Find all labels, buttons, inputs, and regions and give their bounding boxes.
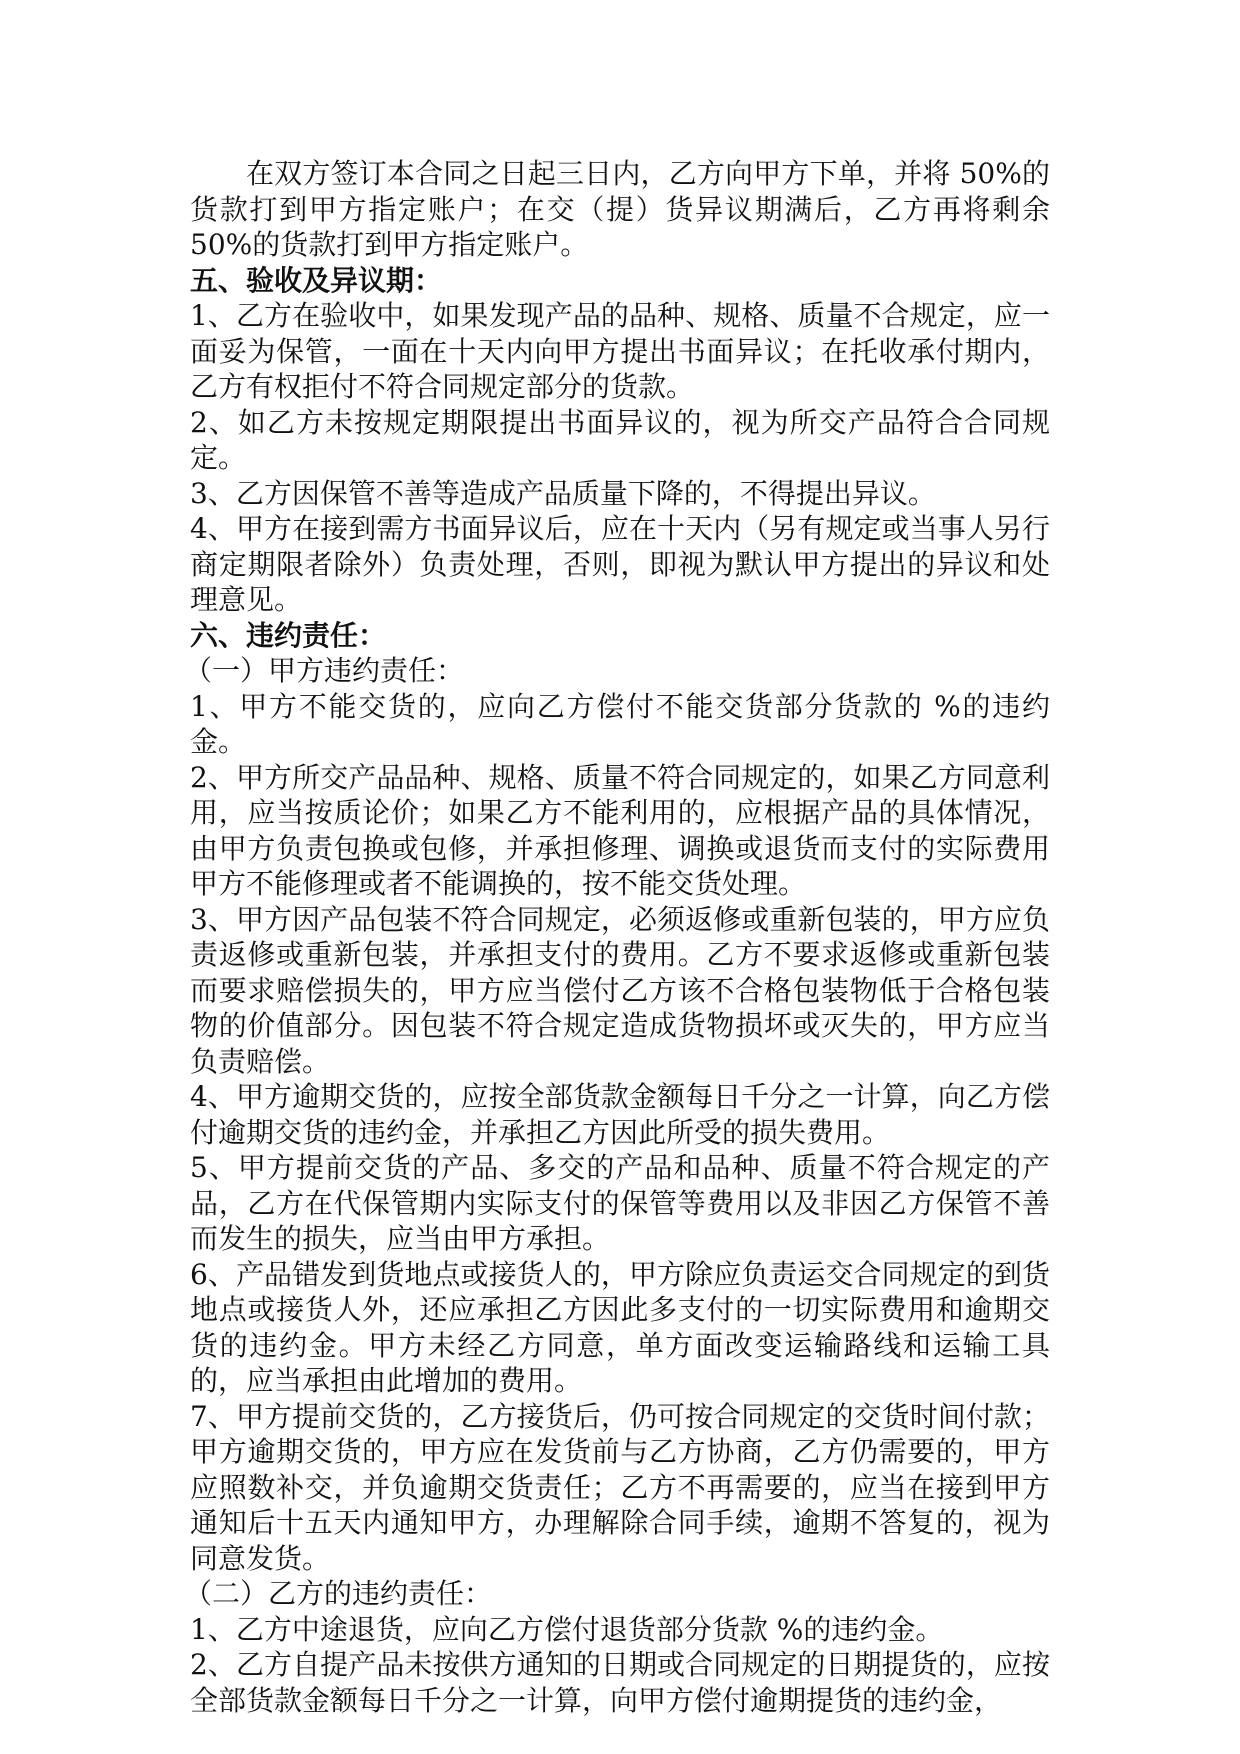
clause-paragraph: 3、乙方因保管不善等造成产品质量下降的，不得提出异议。 <box>190 476 936 510</box>
clause-paragraph: 1、甲方不能交货的，应向乙方偿付不能交货部分货款的 %的违约金。 <box>190 689 1050 758</box>
subheading-party-a: （一）甲方违约责任： <box>184 654 465 687</box>
contract-page <box>184 156 1050 1718</box>
clause-paragraph: 5、甲方提前交货的产品、多交的产品和品种、质量不符合规定的产品，乙方在代保管期内实际支付的保管等费用以及非因乙方保管不善而发生的损失，应当由甲方承担。 <box>190 1151 1050 1255</box>
section-heading-liability: 六、违约责任： <box>190 618 387 652</box>
clause-paragraph: 7、甲方提前交货的，乙方接货后，仍可按合同规定的交货时间付款；甲方逾期交货的，甲方应在发货前与乙方协商，乙方仍需要的，甲方应照数补交，并负逾期交货责任；乙方不再需要的，应当在接到甲方通知后十五天内通知甲方，办理解除合同手续，逾期不答复的，视为同意发货。 <box>190 1399 1050 1575</box>
clause-paragraph: 2、甲方所交产品品种、规格、质量不符合同规定的，如果乙方同意利用，应当按质论价；如果乙方不能利用的，应根据产品的具体情况，由甲方负责包换或包修，并承担修理、调换或退货而支付的实际费用甲方不能修理或者不能调换的，按不能交货处理。 <box>190 760 1050 900</box>
clause-paragraph: 2、乙方自提产品未按供方通知的日期或合同规定的日期提货的，应按全部货款金额每日千分之一计算，向甲方偿付逾期提货的违约金， <box>190 1648 1050 1717</box>
clause-paragraph: 3、甲方因产品包装不符合同规定，必须返修或重新包装的，甲方应负责返修或重新包装，并承担支付的费用。乙方不要求返修或重新包装而要求赔偿损失的，甲方应当偿付乙方该不合格包装物低于合格包装物的价值部分。因包装不符合规定造成货物损坏或灭失的，甲方应当负责赔偿。 <box>190 902 1050 1078</box>
clause-paragraph: 2、如乙方未按规定期限提出书面异议的，视为所交产品符合合同规定。 <box>190 405 1050 474</box>
clause-paragraph: 1、乙方中途退货，应向乙方偿付退货部分货款 %的违约金。 <box>190 1612 944 1646</box>
payment-paragraph: 在双方签订本合同之日起三日内，乙方向甲方下单，并将 50%的货款打到甲方指定账户；在交（提）货异议期满后，乙方再将剩余 50%的货款打到甲方指定账户。 <box>190 157 1050 261</box>
subheading-party-b: （二）乙方的违约责任： <box>184 1577 493 1610</box>
clause-paragraph: 1、乙方在验收中，如果发现产品的品种、规格、质量不合规定，应一面妥为保管，一面在十天内向甲方提出书面异议；在托收承付期内，乙方有权拒付不符合同规定部分的货款。 <box>190 299 1050 403</box>
section-heading-acceptance: 五、验收及异议期： <box>190 263 443 297</box>
clause-paragraph: 6、产品错发到货地点或接货人的，甲方除应负责运交合同规定的到货地点或接货人外，还应承担乙方因此多支付的一切实际费用和逾期交货的违约金。甲方未经乙方同意，单方面改变运输路线和运输工具的，应当承担由此增加的费用。 <box>190 1257 1050 1397</box>
clause-paragraph: 4、甲方在接到需方书面异议后，应在十天内（另有规定或当事人另行商定期限者除外）负责处理，否则，即视为默认甲方提出的异议和处理意见。 <box>190 512 1050 616</box>
clause-paragraph: 4、甲方逾期交货的，应按全部货款金额每日千分之一计算，向乙方偿付逾期交货的违约金，并承担乙方因此所受的损失费用。 <box>190 1080 1050 1149</box>
